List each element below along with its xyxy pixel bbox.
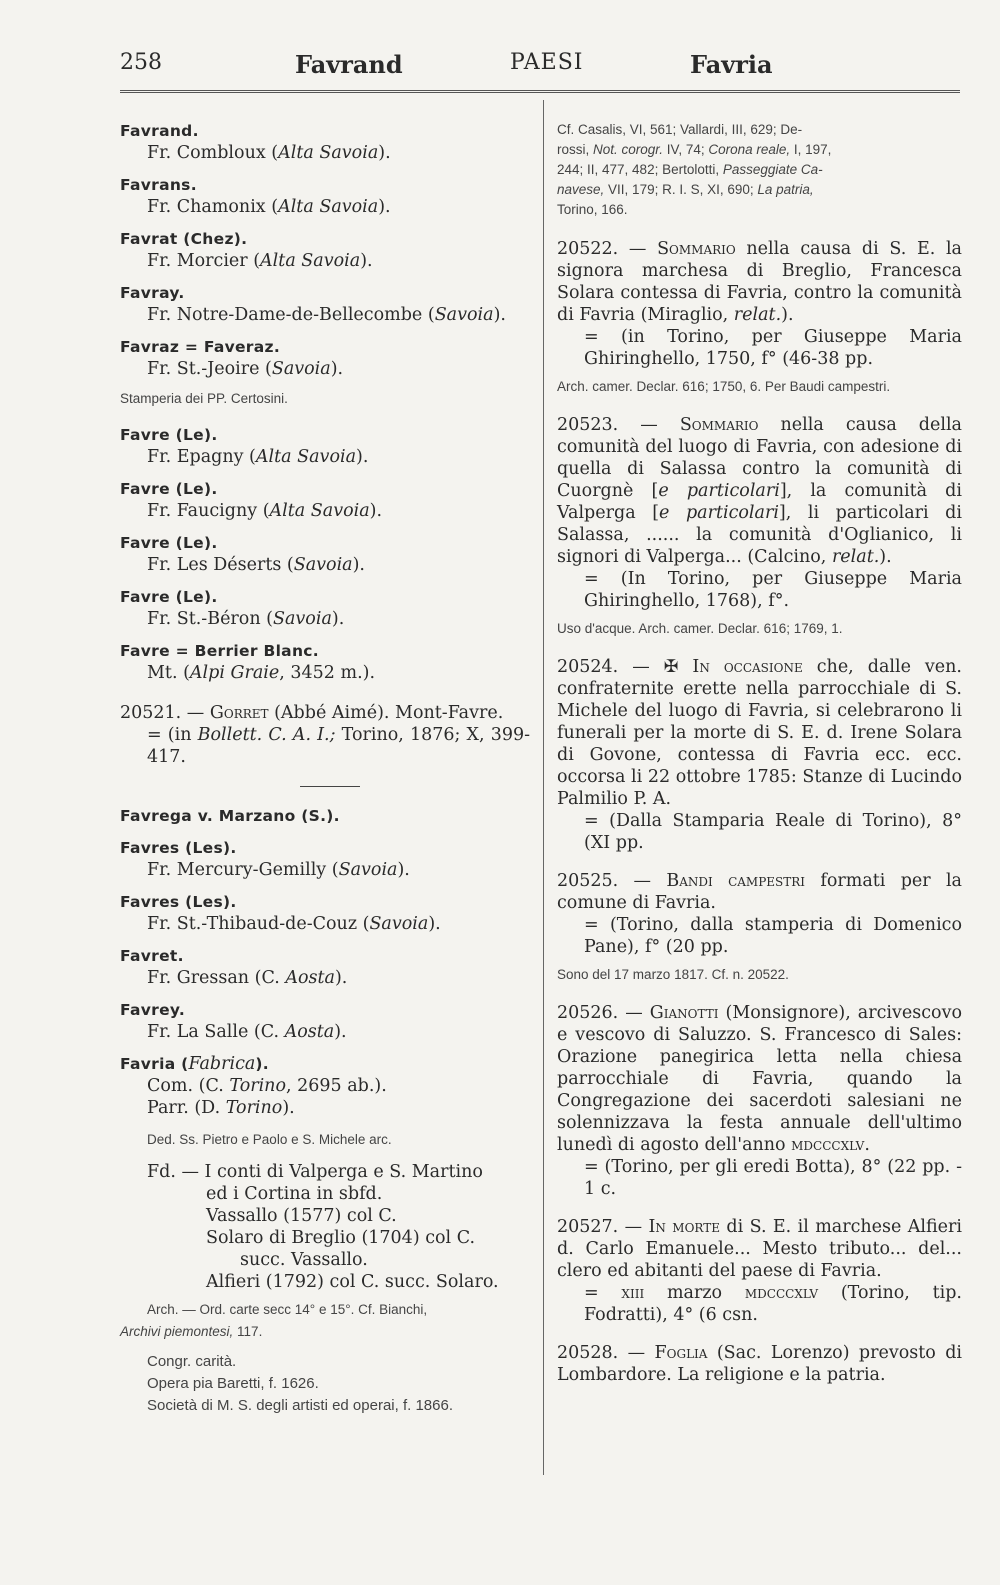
entry-20524 bbox=[557, 656, 962, 854]
entry-favre-deserts bbox=[120, 532, 530, 576]
entry-publication: = (in Bollett. C. A. I.; Torino, 1876; X, 399-417. bbox=[147, 725, 531, 767]
favria-references bbox=[557, 120, 962, 220]
entry-note: Ded. Ss. Pietro e Paolo e S. Michele arc. bbox=[147, 1132, 392, 1147]
entry-20523 bbox=[557, 414, 962, 640]
entry-note: Archivi piemontesi, 117. bbox=[120, 1324, 263, 1339]
entry-line: Fr. Combloux (Alta Savoia). bbox=[147, 143, 391, 163]
entry-text: 20523. — Sommario nella causa della comunità del luogo di Favria, con adesione di quella di Salassa contro la comunità di Cuorgnè [e particolari], la comunità di Valperga [e particolari], li particolari di Salassa, ...... la comunità d'Oglianico, li signori di Valperga... (Calcino, relat.). bbox=[557, 415, 962, 567]
left-column bbox=[120, 120, 530, 1427]
entry-text: 20526. — Gianotti (Monsignore), arcivescovo e vescovo di Saluzzo. S. Francesco di Sales: Orazione panegirica letta nella chiesa parrocchiale di Favria, quando la Congregazione dei sacerdoti salesiani ne solennizzava la festa annuale dell'ultimo lunedì di agosto dell'anno mdcccxlv. bbox=[557, 1003, 962, 1155]
ref-line: rossi, Not. corogr. IV, 74; Corona reale, I, 197, bbox=[557, 142, 832, 157]
headword: Favria (Fabrica). bbox=[120, 1054, 269, 1074]
entry-line: Fr. Mercury-Gemilly (Savoia). bbox=[147, 860, 410, 880]
running-head-left: Favrand bbox=[295, 50, 403, 79]
headword: Favrans. bbox=[120, 176, 197, 194]
headword: Favre (Le). bbox=[120, 588, 218, 606]
page-number: 258 bbox=[120, 50, 162, 75]
entry-line: Fr. Les Déserts (Savoia). bbox=[147, 555, 365, 575]
entry-text: 20524. — ✠ In occasione che, dalle ven. confraternite erette nella parrocchiale di S. Michele del luogo di Favria, si celebrarono li funerali per la morte di S. E. d. Irene Solara di Govone, contessa di Favria ecc. ecc. occorsa li 22 ottobre 1785: Stanze di Lucindo Palmilio P. A. bbox=[557, 657, 962, 809]
headword: Favre (Le). bbox=[120, 426, 218, 444]
entry-line: Fd. — I conti di Valperga e S. Martino bbox=[147, 1162, 483, 1182]
ref-line: navese, VII, 179; R. I. S, XI, 690; La patria, bbox=[557, 182, 814, 197]
headword: Favrand. bbox=[120, 122, 199, 140]
entry-line: Fr. Notre-Dame-de-Bellecombe (Savoia). bbox=[147, 305, 506, 325]
entry-line: succ. Vassallo. bbox=[240, 1250, 368, 1270]
entry-line: Com. (C. Torino, 2695 ab.). bbox=[147, 1076, 387, 1096]
entry-favrey bbox=[120, 999, 530, 1043]
entry-line: Fr. La Salle (C. Aosta). bbox=[147, 1022, 347, 1042]
entry-note: Congr. carità. bbox=[147, 1353, 237, 1370]
entry-text: 20525. — Bandi campestri formati per la comune di Favria. bbox=[557, 871, 962, 913]
page-header bbox=[120, 50, 960, 93]
entry-20521 bbox=[120, 702, 530, 768]
headword: Favret. bbox=[120, 947, 184, 965]
entry-20525 bbox=[557, 870, 962, 986]
entry-line: Alfieri (1792) col C. succ. Solaro. bbox=[206, 1272, 499, 1292]
entry-favrega bbox=[120, 805, 530, 827]
right-column bbox=[557, 120, 962, 1396]
ref-line: Cf. Casalis, VI, 561; Vallardi, III, 629; De- bbox=[557, 122, 803, 137]
entry-favre-faucigny bbox=[120, 478, 530, 522]
entry-favrans bbox=[120, 174, 530, 218]
entry-note: Opera pia Baretti, f. 1626. bbox=[147, 1375, 319, 1392]
headword: Favre (Le). bbox=[120, 480, 218, 498]
entry-20522 bbox=[557, 238, 962, 398]
entry-text: 20528. — Foglia (Sac. Lorenzo) prevosto di Lombardore. La religione e la patria. bbox=[557, 1343, 962, 1385]
entry-note: Sono del 17 marzo 1817. Cf. n. 20522. bbox=[557, 967, 789, 982]
entry-favre-beron bbox=[120, 586, 530, 630]
entry-20527 bbox=[557, 1216, 962, 1326]
entry-favraz bbox=[120, 336, 530, 410]
entry-line: Fr. Chamonix (Alta Savoia). bbox=[147, 197, 391, 217]
headword: Favres (Les). bbox=[120, 839, 237, 857]
entry-favre-berrier bbox=[120, 640, 530, 684]
entry-publication: = (Torino, per gli eredi Botta), 8° (22 pp. - 1 c. bbox=[584, 1157, 962, 1199]
entry-line: Solaro di Breglio (1704) col C. bbox=[206, 1228, 476, 1248]
column-divider bbox=[543, 100, 544, 1475]
entry-note: Arch. — Ord. carte secc 14° e 15°. Cf. Bianchi, bbox=[147, 1302, 428, 1317]
entry-favrat bbox=[120, 228, 530, 272]
section-title: PAESI bbox=[510, 50, 584, 75]
ref-line: 244; II, 477, 482; Bertolotti, Passeggiate Ca- bbox=[557, 162, 823, 177]
running-head-right: Favria bbox=[690, 50, 773, 79]
entry-favrand bbox=[120, 120, 530, 164]
entry-line: Vassallo (1577) col C. bbox=[206, 1206, 397, 1226]
ref-line: Torino, 166. bbox=[557, 202, 628, 217]
headword: Favray. bbox=[120, 284, 185, 302]
entry-favret bbox=[120, 945, 530, 989]
headword: Favrat (Chez). bbox=[120, 230, 248, 248]
headword: Favre = Berrier Blanc. bbox=[120, 642, 319, 660]
entry-line: Mt. (Alpi Graie, 3452 m.). bbox=[147, 663, 376, 683]
entry-20526 bbox=[557, 1002, 962, 1200]
headword: Favre (Le). bbox=[120, 534, 218, 552]
entry-favray bbox=[120, 282, 530, 326]
headword: Favraz = Faveraz. bbox=[120, 338, 281, 356]
headword: Favrega v. Marzano (S.). bbox=[120, 807, 340, 825]
entry-note: Stamperia dei PP. Certosini. bbox=[120, 391, 288, 406]
entry-publication: = xiii marzo mdcccxlv (Torino, tip. Fodratti), 4° (6 csn. bbox=[584, 1283, 962, 1325]
headword: Favres (Les). bbox=[120, 893, 237, 911]
entry-line: Fr. Morcier (Alta Savoia). bbox=[147, 251, 373, 271]
entry-line: Fr. St.-Jeoire (Savoia). bbox=[147, 359, 344, 379]
entry-favre-epagny bbox=[120, 424, 530, 468]
entry-note: Uso d'acque. Arch. camer. Declar. 616; 1769, 1. bbox=[557, 621, 843, 636]
entry-line: ed i Cortina in sbfd. bbox=[206, 1184, 383, 1204]
entry-line: Parr. (D. Torino). bbox=[147, 1098, 295, 1118]
entry-line: Fr. St.-Béron (Savoia). bbox=[147, 609, 345, 629]
entry-publication: = (Torino, dalla stamperia di Domenico Pane), f° (20 pp. bbox=[584, 915, 962, 957]
entry-line: Fr. Faucigny (Alta Savoia). bbox=[147, 501, 383, 521]
headword: Favrey. bbox=[120, 1001, 186, 1019]
entry-publication: = (in Torino, per Giuseppe Maria Ghiringhello, 1750, f° (46-38 pp. bbox=[584, 327, 962, 369]
entry-favres-mercury bbox=[120, 837, 530, 881]
entry-line: Fr. St.-Thibaud-de-Couz (Savoia). bbox=[147, 914, 441, 934]
entry-20528 bbox=[557, 1342, 962, 1386]
entry-favria bbox=[120, 1053, 530, 1417]
entry-favres-thibaud bbox=[120, 891, 530, 935]
entry-publication: = (Dalla Stamparia Reale di Torino), 8° (XI pp. bbox=[584, 811, 962, 853]
entry-text: 20522. — Sommario nella causa di S. E. la signora marchesa di Breglio, Francesca Solara contessa di Favria, contro la comunità di Favria (Miraglio, relat.). bbox=[557, 239, 962, 325]
entry-line: Fr. Gressan (C. Aosta). bbox=[147, 968, 348, 988]
entry-note: Società di M. S. degli artisti ed operai, f. 1866. bbox=[147, 1397, 453, 1414]
section-rule bbox=[300, 786, 360, 787]
entry-line: Fr. Epagny (Alta Savoia). bbox=[147, 447, 369, 467]
entry-note: Arch. camer. Declar. 616; 1750, 6. Per Baudi campestri. bbox=[557, 379, 891, 394]
entry-text: 20521. — Gorret (Abbé Aimé). Mont-Favre. bbox=[120, 703, 504, 723]
entry-publication: = (In Torino, per Giuseppe Maria Ghiringhello, 1768), f°. bbox=[584, 569, 962, 611]
entry-text: 20527. — In morte di S. E. il marchese Alfieri d. Carlo Emanuele... Mesto tributo... del... clero ed abitanti del paese di Favria. bbox=[557, 1217, 962, 1281]
